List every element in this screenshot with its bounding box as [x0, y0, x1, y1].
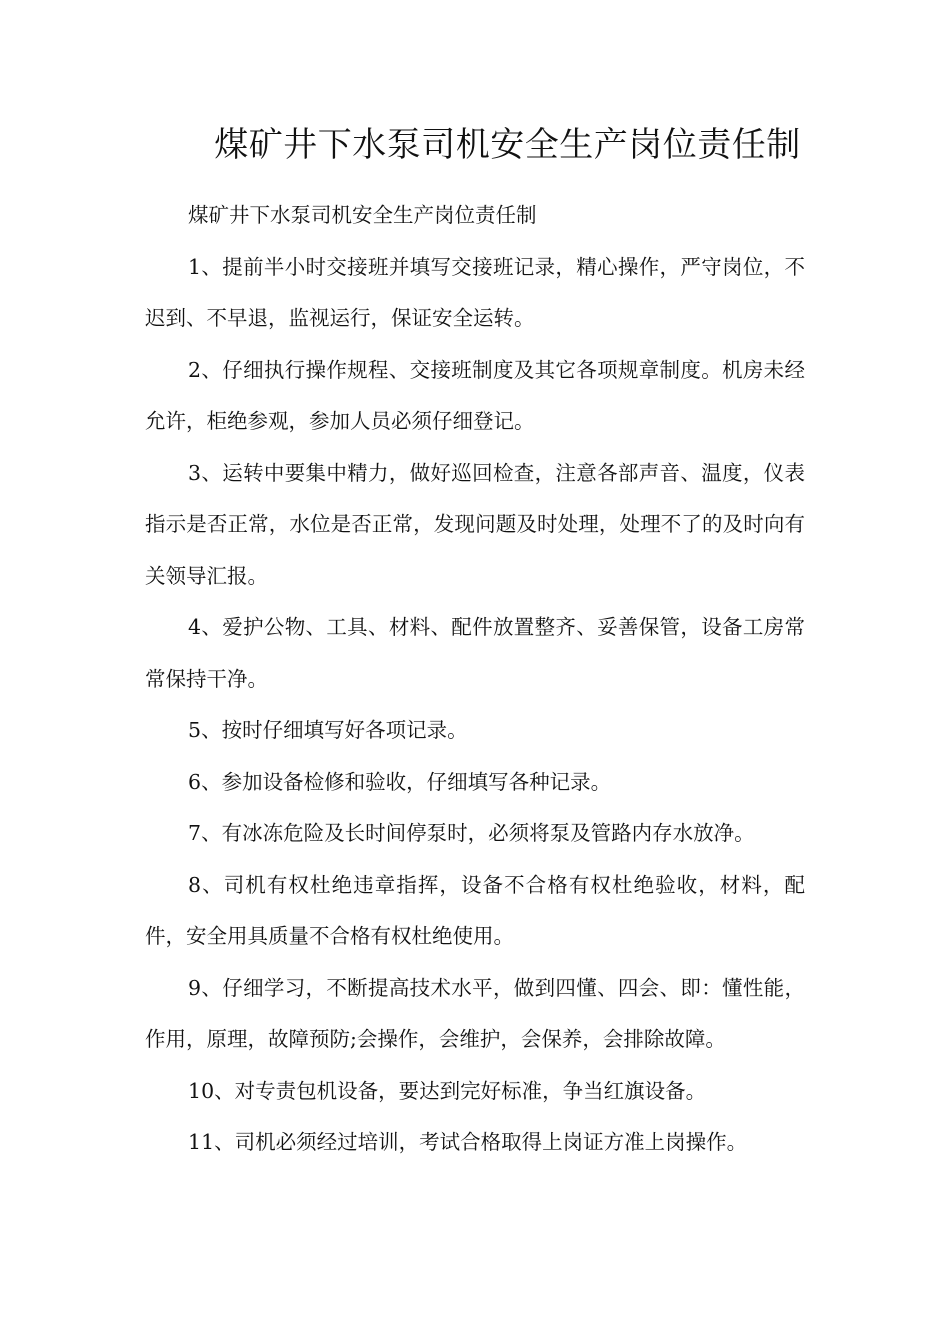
document-body [145, 190, 805, 1169]
paragraph-item-5: 5、按时仔细填写好各项记录。 [188, 718, 468, 742]
paragraph-subtitle: 煤矿井下水泵司机安全生产岗位责任制 [188, 203, 537, 227]
paragraph-item-4: 4、爱护公物、工具、材料、配件放置整齐、妥善保管，设备工房常常保持干净。 [145, 615, 805, 691]
paragraph-item-6: 6、参加设备检修和验收，仔细填写各种记录。 [188, 769, 612, 794]
paragraph-item-11: 11、司机必须经过培训，考试合格取得上岗证方准上岗操作。 [188, 1130, 748, 1154]
paragraph-item-8: 8、司机有权杜绝违章指挥，设备不合格有权杜绝验收，材料，配件，安全用具质量不合格有权杜绝使用。 [145, 872, 805, 948]
document-title: 煤矿井下水泵司机安全生产岗位责任制 [214, 125, 801, 165]
paragraph-item-1: 1、提前半小时交接班并填写交接班记录，精心操作，严守岗位，不迟到、不早退，监视运行，保证安全运转。 [145, 254, 805, 330]
paragraph-item-3: 3、运转中要集中精力，做好巡回检查，注意各部声音、温度，仪表指示是否正常，水位是否正常，发现问题及时处理，处理不了的及时向有关领导汇报。 [145, 460, 805, 588]
paragraph-item-7: 7、有冰冻危险及长时间停泵时，必须将泵及管路内存水放净。 [188, 821, 755, 845]
paragraph-item-10: 10、对专责包机设备，要达到完好标准，争当红旗设备。 [188, 1078, 707, 1103]
paragraph-item-9: 9、仔细学习，不断提高技术水平，做到四懂、四会、即：懂性能，作用，原理，故障预防;会操作，会维护，会保养，会排除故障。 [145, 975, 805, 1051]
paragraph-item-2: 2、仔细执行操作规程、交接班制度及其它各项规章制度。机房未经允许，柜绝参观，参加人员必须仔细登记。 [145, 357, 805, 433]
